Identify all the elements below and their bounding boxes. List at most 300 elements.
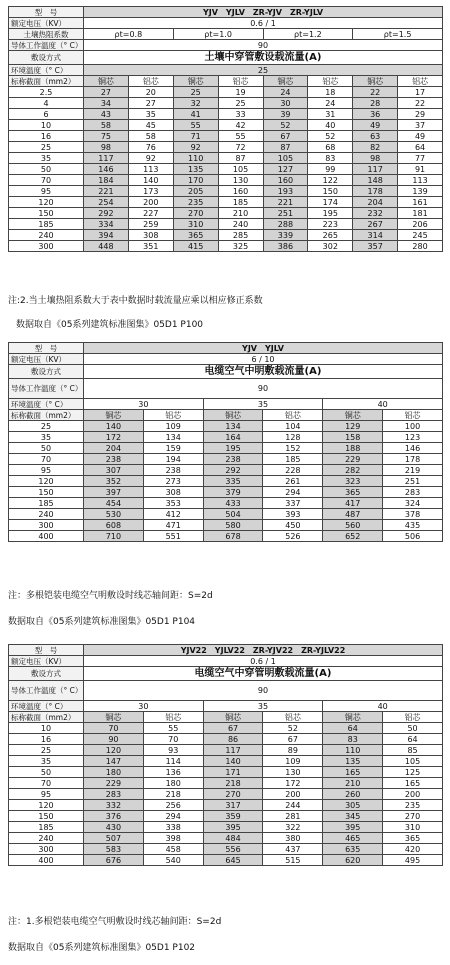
cell-copper-ampacity: 267	[353, 219, 398, 230]
table-row	[9, 465, 443, 476]
table-row	[9, 432, 443, 443]
label-voltage: 额定电压（KV）	[9, 354, 84, 365]
table-row	[9, 421, 443, 432]
method-title: 电缆空气中穿管明敷载流量(A)	[84, 667, 443, 681]
cell-section: 120	[9, 197, 84, 208]
cell-copper-ampacity: 180	[84, 767, 144, 778]
cell-aluminum-ampacity: 270	[383, 811, 443, 822]
cell-section: 95	[9, 789, 84, 800]
env-temp-value: 40	[323, 399, 443, 410]
cell-copper-ampacity: 352	[84, 476, 144, 487]
cell-section: 240	[9, 230, 84, 241]
cell-copper-ampacity: 395	[203, 822, 263, 833]
cell-copper-ampacity: 98	[84, 142, 129, 153]
cell-aluminum-ampacity: 180	[143, 778, 203, 789]
cell-copper-ampacity: 580	[203, 520, 263, 531]
cell-aluminum-ampacity: 458	[143, 844, 203, 855]
cell-copper-ampacity: 283	[84, 789, 144, 800]
cell-aluminum-ampacity: 68	[308, 142, 353, 153]
cell-aluminum-ampacity: 450	[263, 520, 323, 531]
cell-aluminum-ampacity: 172	[263, 778, 323, 789]
cell-aluminum-ampacity: 139	[398, 186, 443, 197]
cell-copper-ampacity: 359	[203, 811, 263, 822]
cell-aluminum-ampacity: 24	[308, 98, 353, 109]
voltage-value: 6 / 10	[84, 354, 443, 365]
cell-copper-ampacity: 147	[84, 756, 144, 767]
cell-section: 50	[9, 164, 84, 175]
cell-aluminum-ampacity: 173	[128, 186, 173, 197]
cell-copper-ampacity: 43	[84, 109, 129, 120]
table-row	[9, 520, 443, 531]
cell-aluminum-ampacity: 310	[383, 822, 443, 833]
conductor-temp-value: 90	[84, 681, 443, 701]
cell-copper-ampacity: 39	[263, 109, 308, 120]
cell-aluminum-ampacity: 324	[383, 498, 443, 509]
cell-copper-ampacity: 172	[84, 432, 144, 443]
cell-copper-ampacity: 188	[323, 443, 383, 454]
table-row	[9, 844, 443, 855]
voltage-value: 0.6 / 1	[84, 656, 443, 667]
cell-aluminum-ampacity: 64	[383, 734, 443, 745]
head-aluminum: 铝芯	[218, 76, 263, 87]
cell-copper-ampacity: 379	[203, 487, 263, 498]
cell-copper-ampacity: 386	[263, 241, 308, 252]
cell-aluminum-ampacity: 18	[308, 87, 353, 98]
cell-aluminum-ampacity: 42	[218, 120, 263, 131]
cell-aluminum-ampacity: 109	[263, 756, 323, 767]
cell-aluminum-ampacity: 55	[218, 131, 263, 142]
cell-copper-ampacity: 140	[84, 421, 144, 432]
cell-aluminum-ampacity: 67	[263, 734, 323, 745]
method-title: 电缆空气中明敷载流量(A)	[84, 365, 443, 379]
table-row	[9, 186, 443, 197]
note-armored-spacing: 注：1.多根铠装电缆空气明敷设时线芯轴间距：S=2d	[8, 917, 222, 927]
note-soil-correction: 注:2.当土壤热阻系数大于表中数据时载流量应乘以相应修正系数	[8, 296, 263, 306]
head-copper: 铜芯	[173, 76, 218, 87]
cell-aluminum-ampacity: 185	[218, 197, 263, 208]
cell-copper-ampacity: 25	[173, 87, 218, 98]
cell-aluminum-ampacity: 76	[128, 142, 173, 153]
cell-aluminum-ampacity: 130	[218, 175, 263, 186]
cell-aluminum-ampacity: 49	[398, 131, 443, 142]
cell-aluminum-ampacity: 244	[263, 800, 323, 811]
cell-aluminum-ampacity: 322	[263, 822, 323, 833]
cell-aluminum-ampacity: 281	[263, 811, 323, 822]
cell-section: 70	[9, 175, 84, 186]
cell-copper-ampacity: 487	[323, 509, 383, 520]
table-row	[9, 767, 443, 778]
cell-aluminum-ampacity: 161	[398, 197, 443, 208]
cell-aluminum-ampacity: 140	[128, 175, 173, 186]
table-row	[9, 855, 443, 866]
cell-copper-ampacity: 170	[173, 175, 218, 186]
row-method	[9, 365, 443, 379]
cell-copper-ampacity: 34	[84, 98, 129, 109]
cell-aluminum-ampacity: 72	[218, 142, 263, 153]
cell-copper-ampacity: 484	[203, 833, 263, 844]
cell-aluminum-ampacity: 27	[128, 98, 173, 109]
table-row	[9, 476, 443, 487]
cell-section: 150	[9, 811, 84, 822]
table-row	[9, 230, 443, 241]
cell-aluminum-ampacity: 113	[128, 164, 173, 175]
cell-section: 25	[9, 142, 84, 153]
cell-aluminum-ampacity: 125	[383, 767, 443, 778]
cell-copper-ampacity: 394	[84, 230, 129, 241]
cell-section: 300	[9, 844, 84, 855]
cell-copper-ampacity: 36	[353, 109, 398, 120]
conductor-temp-value: 90	[84, 379, 443, 399]
cell-aluminum-ampacity: 259	[128, 219, 173, 230]
cell-copper-ampacity: 678	[203, 531, 263, 542]
cell-aluminum-ampacity: 174	[308, 197, 353, 208]
cell-section: 300	[9, 241, 84, 252]
cell-aluminum-ampacity: 219	[383, 465, 443, 476]
rho-value: ρt=1.2	[263, 29, 353, 40]
cell-copper-ampacity: 110	[173, 153, 218, 164]
cell-copper-ampacity: 52	[263, 120, 308, 131]
cell-aluminum-ampacity: 152	[263, 443, 323, 454]
head-copper: 铜芯	[84, 410, 144, 421]
table-row	[9, 142, 443, 153]
cell-aluminum-ampacity: 200	[128, 197, 173, 208]
cell-copper-ampacity: 22	[353, 87, 398, 98]
cell-aluminum-ampacity: 165	[383, 778, 443, 789]
env-temp-value: 40	[323, 701, 443, 712]
cell-aluminum-ampacity: 378	[383, 509, 443, 520]
cell-section: 400	[9, 531, 84, 542]
cell-aluminum-ampacity: 20	[128, 87, 173, 98]
cell-aluminum-ampacity: 380	[263, 833, 323, 844]
cell-copper-ampacity: 171	[203, 767, 263, 778]
cell-aluminum-ampacity: 70	[143, 734, 203, 745]
cell-aluminum-ampacity: 92	[128, 153, 173, 164]
cell-copper-ampacity: 70	[84, 723, 144, 734]
cell-copper-ampacity: 67	[263, 131, 308, 142]
cell-section: 240	[9, 509, 84, 520]
cell-aluminum-ampacity: 29	[398, 109, 443, 120]
table-row	[9, 109, 443, 120]
table-row	[9, 175, 443, 186]
label-env-temp: 环境温度（° C）	[9, 701, 84, 712]
model-value: YJV YJLV ZR-YJV ZR-YJLV	[84, 7, 443, 18]
cell-aluminum-ampacity: 551	[143, 531, 203, 542]
cell-aluminum-ampacity: 134	[143, 432, 203, 443]
cell-copper-ampacity: 376	[84, 811, 144, 822]
label-model: 型 号	[9, 7, 84, 18]
cell-aluminum-ampacity: 89	[263, 745, 323, 756]
label-soil-resistivity: 土壤热阻系数	[9, 29, 84, 40]
table-body	[9, 343, 443, 542]
cell-aluminum-ampacity: 40	[308, 120, 353, 131]
row-column-heads	[9, 712, 443, 723]
label-section: 标称截面（mm2）	[9, 410, 84, 421]
cell-section: 400	[9, 855, 84, 866]
cell-copper-ampacity: 676	[84, 855, 144, 866]
label-env-temp: 环境温度（° C）	[9, 399, 84, 410]
table-row	[9, 800, 443, 811]
table-row	[9, 745, 443, 756]
cell-aluminum-ampacity: 122	[308, 175, 353, 186]
cell-copper-ampacity: 314	[353, 230, 398, 241]
row-model	[9, 645, 443, 656]
table-row	[9, 454, 443, 465]
cell-aluminum-ampacity: 123	[383, 432, 443, 443]
row-env-temp	[9, 701, 443, 712]
label-conductor-temp: 导体工作温度（° C）	[9, 681, 84, 701]
cell-aluminum-ampacity: 294	[143, 811, 203, 822]
cell-aluminum-ampacity: 420	[383, 844, 443, 855]
cell-copper-ampacity: 184	[84, 175, 129, 186]
cell-aluminum-ampacity: 37	[398, 120, 443, 131]
cell-copper-ampacity: 110	[323, 745, 383, 756]
table-row	[9, 219, 443, 230]
cell-section: 16	[9, 131, 84, 142]
cell-copper-ampacity: 270	[173, 208, 218, 219]
cell-copper-ampacity: 210	[323, 778, 383, 789]
cell-aluminum-ampacity: 128	[263, 432, 323, 443]
cell-copper-ampacity: 645	[203, 855, 263, 866]
cell-section: 16	[9, 734, 84, 745]
table-row	[9, 241, 443, 252]
head-copper: 铜芯	[323, 712, 383, 723]
row-env-temp	[9, 65, 443, 76]
cell-aluminum-ampacity: 325	[218, 241, 263, 252]
cell-aluminum-ampacity: 240	[218, 219, 263, 230]
cell-copper-ampacity: 98	[353, 153, 398, 164]
cell-copper-ampacity: 238	[203, 454, 263, 465]
label-section: 标称截面（mm2）	[9, 76, 84, 87]
cell-section: 95	[9, 465, 84, 476]
cell-aluminum-ampacity: 337	[263, 498, 323, 509]
head-aluminum: 铝芯	[383, 410, 443, 421]
cell-aluminum-ampacity: 280	[398, 241, 443, 252]
table-row	[9, 443, 443, 454]
cell-aluminum-ampacity: 109	[143, 421, 203, 432]
cell-aluminum-ampacity: 506	[383, 531, 443, 542]
cell-copper-ampacity: 635	[323, 844, 383, 855]
head-aluminum: 铝芯	[263, 712, 323, 723]
cell-aluminum-ampacity: 83	[308, 153, 353, 164]
cell-copper-ampacity: 583	[84, 844, 144, 855]
cell-copper-ampacity: 86	[203, 734, 263, 745]
row-conductor-temp	[9, 40, 443, 51]
cell-copper-ampacity: 140	[203, 756, 263, 767]
cell-copper-ampacity: 218	[203, 778, 263, 789]
cell-section: 35	[9, 432, 84, 443]
row-voltage	[9, 354, 443, 365]
cell-section: 6	[9, 109, 84, 120]
cell-copper-ampacity: 365	[323, 487, 383, 498]
cell-copper-ampacity: 332	[84, 800, 144, 811]
cell-section: 10	[9, 723, 84, 734]
cell-section: 185	[9, 219, 84, 230]
label-voltage: 额定电压（KV）	[9, 18, 84, 29]
row-soil-resistivity	[9, 29, 443, 40]
cell-copper-ampacity: 415	[173, 241, 218, 252]
table-air-conduit-ampacity	[8, 644, 443, 866]
cell-copper-ampacity: 204	[353, 197, 398, 208]
cell-aluminum-ampacity: 261	[263, 476, 323, 487]
table-row	[9, 120, 443, 131]
table-row	[9, 487, 443, 498]
cell-aluminum-ampacity: 218	[143, 789, 203, 800]
cell-copper-ampacity: 417	[323, 498, 383, 509]
cell-section: 120	[9, 476, 84, 487]
model-value: YJV22 YJLV22 ZR-YJV22 ZR-YJLV22	[84, 645, 443, 656]
source-reference: 数据取自《05系列建筑标准图集》05D1 P102	[8, 943, 196, 953]
head-aluminum: 铝芯	[128, 76, 173, 87]
head-copper: 铜芯	[203, 410, 263, 421]
cell-aluminum-ampacity: 55	[143, 723, 203, 734]
cell-copper-ampacity: 178	[353, 186, 398, 197]
cell-aluminum-ampacity: 228	[263, 465, 323, 476]
cell-copper-ampacity: 254	[84, 197, 129, 208]
cell-copper-ampacity: 334	[84, 219, 129, 230]
cell-copper-ampacity: 148	[353, 175, 398, 186]
cell-aluminum-ampacity: 25	[218, 98, 263, 109]
cell-copper-ampacity: 135	[173, 164, 218, 175]
cell-copper-ampacity: 305	[323, 800, 383, 811]
rho-value: ρt=1.0	[173, 29, 263, 40]
cell-copper-ampacity: 117	[84, 153, 129, 164]
cell-aluminum-ampacity: 45	[128, 120, 173, 131]
label-model: 型 号	[9, 645, 84, 656]
label-conductor-temp: 导体工作温度（° C）	[9, 40, 84, 51]
env-temp-value: 25	[84, 65, 443, 76]
cell-section: 185	[9, 498, 84, 509]
rho-value: ρt=1.5	[353, 29, 443, 40]
cell-copper-ampacity: 620	[323, 855, 383, 866]
cell-copper-ampacity: 146	[84, 164, 129, 175]
cell-aluminum-ampacity: 105	[383, 756, 443, 767]
table-row	[9, 208, 443, 219]
cell-aluminum-ampacity: 160	[218, 186, 263, 197]
cell-copper-ampacity: 530	[84, 509, 144, 520]
cell-copper-ampacity: 229	[323, 454, 383, 465]
cell-section: 4	[9, 98, 84, 109]
cell-section: 35	[9, 153, 84, 164]
cell-section: 50	[9, 443, 84, 454]
cell-copper-ampacity: 282	[323, 465, 383, 476]
cell-aluminum-ampacity: 181	[398, 208, 443, 219]
cell-aluminum-ampacity: 210	[218, 208, 263, 219]
cell-copper-ampacity: 339	[263, 230, 308, 241]
env-temp-value: 30	[84, 701, 204, 712]
cell-section: 25	[9, 421, 84, 432]
cell-copper-ampacity: 120	[84, 745, 144, 756]
cell-aluminum-ampacity: 19	[218, 87, 263, 98]
head-aluminum: 铝芯	[143, 410, 203, 421]
cell-aluminum-ampacity: 200	[263, 789, 323, 800]
cell-aluminum-ampacity: 294	[263, 487, 323, 498]
cell-copper-ampacity: 238	[84, 454, 144, 465]
cell-aluminum-ampacity: 159	[143, 443, 203, 454]
head-copper: 铜芯	[84, 712, 144, 723]
cell-copper-ampacity: 117	[203, 745, 263, 756]
cell-aluminum-ampacity: 100	[383, 421, 443, 432]
cell-aluminum-ampacity: 412	[143, 509, 203, 520]
cell-aluminum-ampacity: 540	[143, 855, 203, 866]
cell-aluminum-ampacity: 50	[383, 723, 443, 734]
cell-section: 70	[9, 454, 84, 465]
cell-aluminum-ampacity: 114	[143, 756, 203, 767]
cell-copper-ampacity: 556	[203, 844, 263, 855]
cell-copper-ampacity: 32	[173, 98, 218, 109]
head-aluminum: 铝芯	[398, 76, 443, 87]
table-row	[9, 811, 443, 822]
cell-copper-ampacity: 205	[173, 186, 218, 197]
cell-aluminum-ampacity: 99	[308, 164, 353, 175]
cell-section: 95	[9, 186, 84, 197]
cell-aluminum-ampacity: 238	[143, 465, 203, 476]
cell-aluminum-ampacity: 58	[128, 131, 173, 142]
table-row	[9, 509, 443, 520]
cell-aluminum-ampacity: 308	[143, 487, 203, 498]
cell-section: 240	[9, 833, 84, 844]
cell-aluminum-ampacity: 85	[383, 745, 443, 756]
cell-copper-ampacity: 454	[84, 498, 144, 509]
cell-aluminum-ampacity: 526	[263, 531, 323, 542]
cell-copper-ampacity: 395	[323, 822, 383, 833]
cell-aluminum-ampacity: 64	[398, 142, 443, 153]
table-air-open-ampacity	[8, 342, 443, 542]
cell-aluminum-ampacity: 22	[398, 98, 443, 109]
cell-aluminum-ampacity: 150	[308, 186, 353, 197]
cell-copper-ampacity: 82	[353, 142, 398, 153]
cell-section: 35	[9, 756, 84, 767]
table-row	[9, 531, 443, 542]
method-title: 土壤中穿管敷设载流量(A)	[84, 51, 443, 65]
cell-section: 120	[9, 800, 84, 811]
table-row	[9, 833, 443, 844]
table-row	[9, 498, 443, 509]
cell-copper-ampacity: 560	[323, 520, 383, 531]
cell-copper-ampacity: 134	[203, 421, 263, 432]
head-aluminum: 铝芯	[308, 76, 353, 87]
cell-aluminum-ampacity: 146	[383, 443, 443, 454]
label-voltage: 额定电压（KV）	[9, 656, 84, 667]
cell-aluminum-ampacity: 515	[263, 855, 323, 866]
cell-aluminum-ampacity: 495	[383, 855, 443, 866]
cell-aluminum-ampacity: 351	[128, 241, 173, 252]
cell-aluminum-ampacity: 437	[263, 844, 323, 855]
cell-copper-ampacity: 30	[263, 98, 308, 109]
cell-aluminum-ampacity: 35	[128, 109, 173, 120]
cell-copper-ampacity: 41	[173, 109, 218, 120]
cell-copper-ampacity: 335	[203, 476, 263, 487]
label-method: 敷设方式	[9, 365, 84, 379]
row-method	[9, 667, 443, 681]
cell-copper-ampacity: 127	[263, 164, 308, 175]
cell-aluminum-ampacity: 195	[308, 208, 353, 219]
table-row	[9, 131, 443, 142]
cell-aluminum-ampacity: 338	[143, 822, 203, 833]
cell-copper-ampacity: 58	[84, 120, 129, 131]
row-conductor-temp	[9, 379, 443, 399]
cell-aluminum-ampacity: 245	[398, 230, 443, 241]
env-temp-value: 35	[203, 701, 323, 712]
cell-copper-ampacity: 204	[84, 443, 144, 454]
cell-copper-ampacity: 49	[353, 120, 398, 131]
cell-aluminum-ampacity: 223	[308, 219, 353, 230]
cell-aluminum-ampacity: 471	[143, 520, 203, 531]
cell-aluminum-ampacity: 273	[143, 476, 203, 487]
cell-copper-ampacity: 504	[203, 509, 263, 520]
row-column-heads	[9, 410, 443, 421]
row-method	[9, 51, 443, 65]
cell-aluminum-ampacity: 104	[263, 421, 323, 432]
